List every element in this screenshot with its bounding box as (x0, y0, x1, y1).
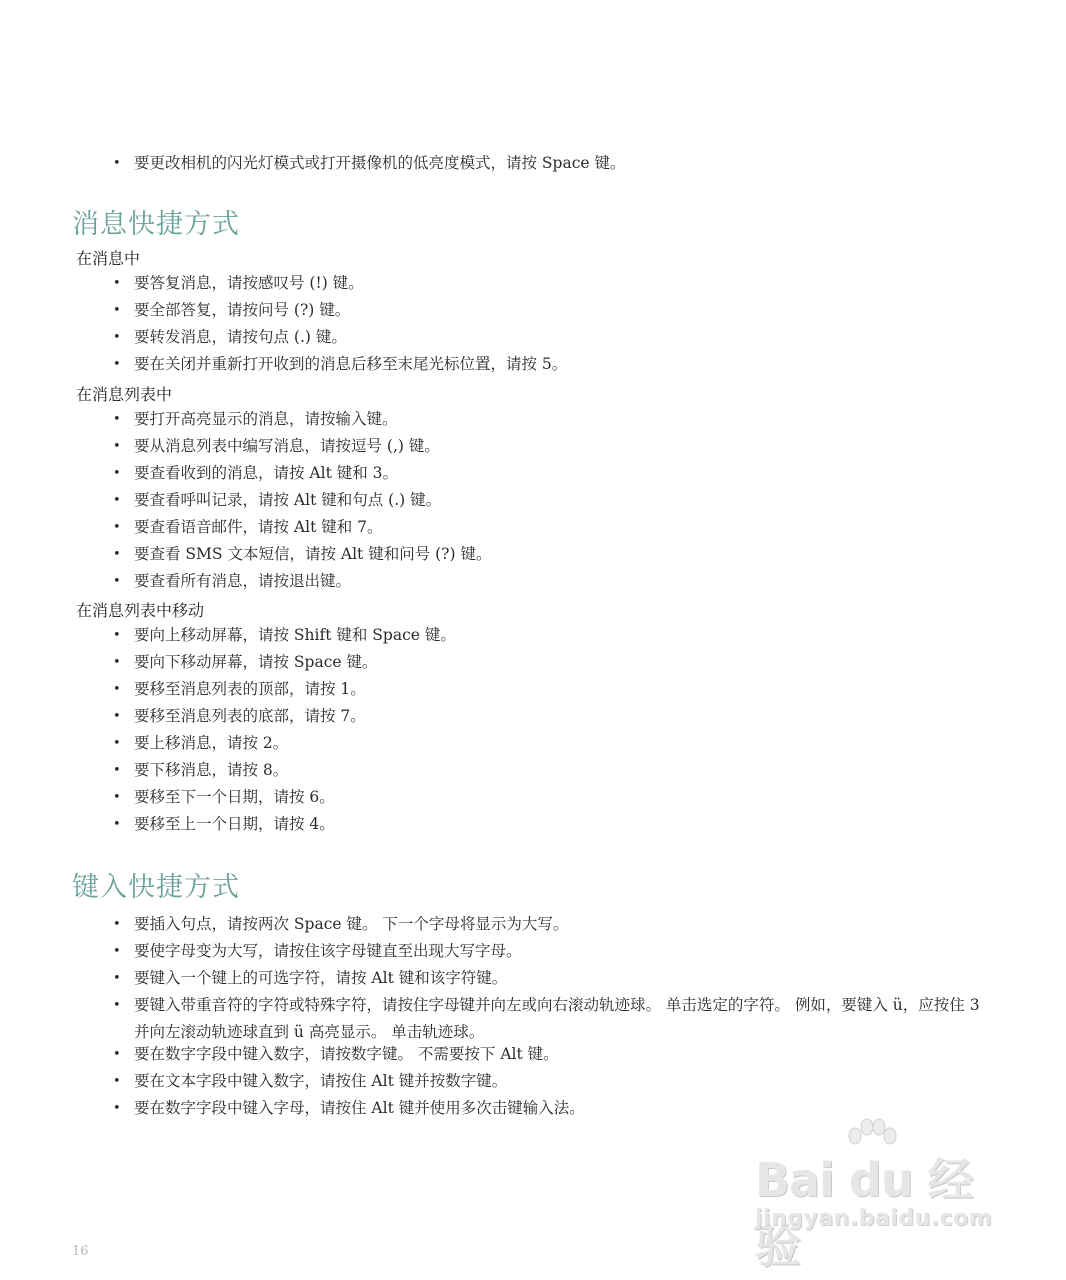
list-item-text: 要使字母变为大写，请按住该字母键直至出现大写字母。 (134, 942, 522, 960)
list-item-text: 要查看语音邮件，请按 Alt 键和 7。 (134, 518, 383, 536)
list-item-text: 要移至上一个日期，请按 4。 (134, 815, 335, 833)
list-item-text: 要查看呼叫记录，请按 Alt 键和句点 (.) 键。 (134, 491, 442, 509)
list-item-text: 要查看 SMS 文本短信，请按 Alt 键和问号 (?) 键。 (134, 545, 492, 563)
bullet-dot: • (113, 917, 121, 932)
bullet-dot: • (113, 547, 121, 562)
bullet-dot: • (113, 466, 121, 481)
list-item-text: 要查看所有消息，请按退出键。 (134, 572, 352, 590)
list-item-text: 要向上移动屏幕，请按 Shift 键和 Space 键。 (134, 626, 456, 644)
list-item-text: 要键入一个键上的可选字符，请按 Alt 键和该字符键。 (134, 969, 508, 987)
bullet-dot: • (113, 998, 121, 1013)
list-item-text: 要更改相机的闪光灯模式或打开摄像机的低亮度模式，请按 Space 键。 (134, 154, 626, 172)
subheading-in-message-list: 在消息列表中 (76, 385, 173, 404)
bullet-dot: • (113, 944, 121, 959)
bullet-dot: • (113, 1074, 121, 1089)
list-item-text: 要移至下一个日期，请按 6。 (134, 788, 335, 806)
bullet-dot: • (113, 709, 121, 724)
bullet-dot: • (113, 412, 121, 427)
list-item-text: 要在关闭并重新打开收到的消息后移至末尾光标位置，请按 5。 (134, 355, 568, 373)
list-item-text: 要全部答复，请按问号 (?) 键。 (134, 301, 351, 319)
list-item-text: 要转发消息，请按句点 (.) 键。 (134, 328, 347, 346)
list-item-text: 要上移消息，请按 2。 (134, 734, 289, 752)
bullet-dot: • (113, 520, 121, 535)
subheading-in-message: 在消息中 (76, 249, 141, 268)
bullet-dot: • (113, 736, 121, 751)
bullet-dot: • (113, 1101, 121, 1116)
bullet-dot: • (113, 156, 121, 171)
bullet-dot: • (113, 574, 121, 589)
bullet-dot: • (113, 439, 121, 454)
list-item-text: 要下移消息，请按 8。 (134, 761, 289, 779)
bullet-dot: • (113, 971, 121, 986)
bullet-dot: • (113, 1047, 121, 1062)
bullet-dot: • (113, 763, 121, 778)
bullet-dot: • (113, 790, 121, 805)
list-item-text: 要从消息列表中编写消息，请按逗号 (,) 键。 (134, 437, 440, 455)
baidu-jingyan-watermark (755, 1118, 1005, 1273)
bullet-dot: • (113, 655, 121, 670)
section-title-typing-shortcuts: 键入快捷方式 (72, 872, 240, 903)
bullet-dot: • (113, 817, 121, 832)
list-item-text: 要键入带重音符的字符或特殊字符，请按住字母键并向左或向右滚动轨迹球。 单击选定的字符。 例如，要键入 ü，应按住 3 并向左滚动轨迹球直到 ü 高亮显示。 单击轨迹球。 (134, 996, 980, 1041)
list-item-text: 要打开高亮显示的消息，请按输入键。 (134, 410, 398, 428)
list-item-text: 要答复消息，请按感叹号 (!) 键。 (134, 274, 364, 292)
bullet-dot: • (113, 682, 121, 697)
subheading-move-in-message-list: 在消息列表中移动 (76, 601, 205, 620)
page-number: 16 (72, 1244, 89, 1259)
bullet-dot: • (113, 330, 121, 345)
bullet-dot: • (113, 276, 121, 291)
list-item-text: 要查看收到的消息，请按 Alt 键和 3。 (134, 464, 399, 482)
list-item-text: 要插入句点，请按两次 Space 键。 下一个字母将显示为大写。 (134, 915, 569, 933)
section-title-message-shortcuts: 消息快捷方式 (72, 209, 240, 240)
list-item-text: 要在数字字段中键入字母，请按住 Alt 键并使用多次击键输入法。 (134, 1099, 585, 1117)
watermark-brand: Bai du 经验 (755, 1153, 973, 1273)
bullet-dot: • (113, 357, 121, 372)
list-item-text: 要在数字字段中键入数字，请按数字键。 不需要按下 Alt 键。 (134, 1045, 559, 1063)
list-item-text: 要移至消息列表的底部，请按 7。 (134, 707, 366, 725)
list-item-text: 要在文本字段中键入数字，请按住 Alt 键并按数字键。 (134, 1072, 508, 1090)
bullet-dot: • (113, 493, 121, 508)
list-item-text: 要向下移动屏幕，请按 Space 键。 (134, 653, 378, 671)
bullet-dot: • (113, 628, 121, 643)
list-item-text: 要移至消息列表的顶部，请按 1。 (134, 680, 366, 698)
watermark-url: jingyan.baidu.com (755, 1206, 993, 1231)
bullet-dot: • (113, 303, 121, 318)
